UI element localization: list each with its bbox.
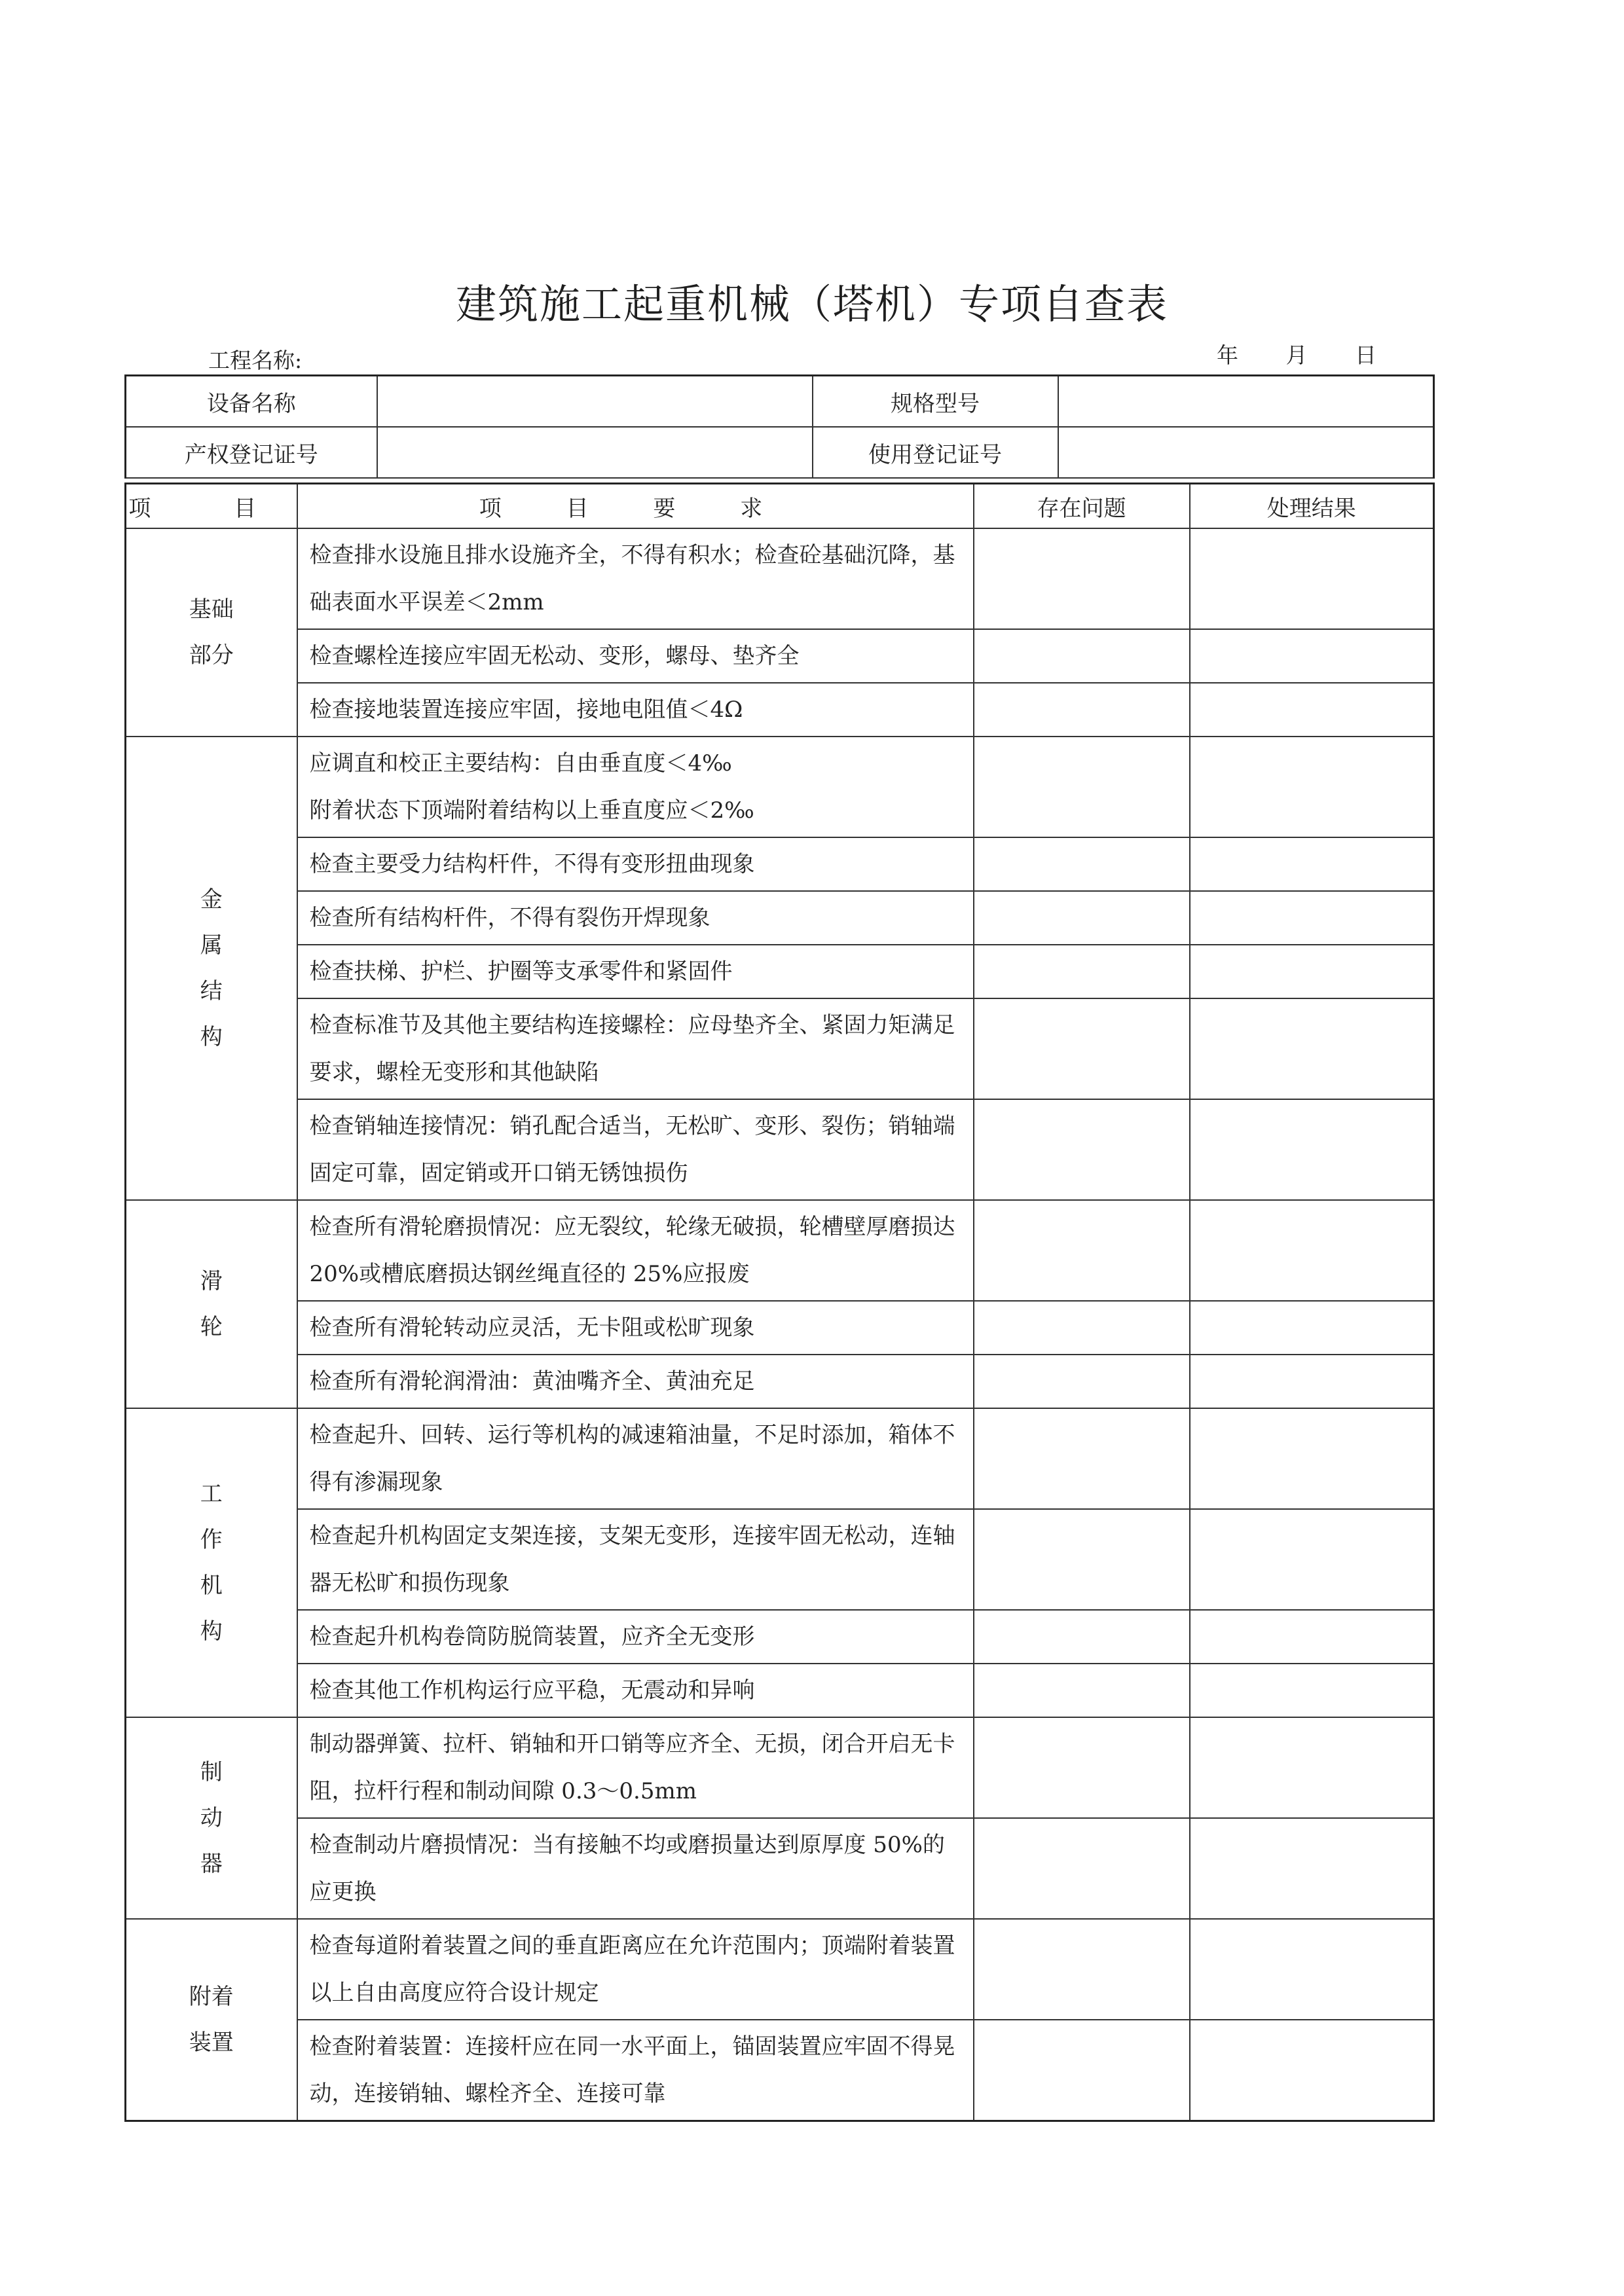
category-cell: 滑 轮 bbox=[126, 1200, 297, 1408]
table-row bbox=[126, 1664, 1434, 1717]
date-month: 月 bbox=[1285, 342, 1308, 368]
requirement-cell: 制动器弹簧、拉杆、销轴和开口销等应齐全、无损，闭合开启无卡阻，拉杆行程和制动间隙 0.3～0.5mm bbox=[297, 1717, 974, 1818]
device-name-field[interactable] bbox=[377, 376, 813, 428]
result-cell[interactable] bbox=[1190, 945, 1434, 998]
problem-cell[interactable] bbox=[974, 945, 1190, 998]
table-row bbox=[126, 629, 1434, 683]
requirement-cell: 检查所有滑轮磨损情况：应无裂纹，轮缘无破损，轮槽壁厚磨损达 20%或槽底磨损达钢丝绳直径的 25%应报废 bbox=[297, 1200, 974, 1301]
requirement-cell: 检查标准节及其他主要结构连接螺栓：应母垫齐全、紧固力矩满足要求，螺栓无变形和其他缺陷 bbox=[297, 998, 974, 1099]
inspection-table bbox=[124, 483, 1435, 2122]
project-name-label: 工程名称: bbox=[208, 348, 303, 373]
table-row bbox=[126, 891, 1434, 945]
table-row bbox=[126, 1408, 1434, 1509]
spec-label: 规格型号 bbox=[813, 376, 1058, 428]
table-row bbox=[126, 683, 1434, 737]
header-row bbox=[126, 484, 1434, 529]
requirement-cell: 检查制动片磨损情况：当有接触不均或磨损量达到原厚度 50%的应更换 bbox=[297, 1818, 974, 1919]
table-row bbox=[126, 837, 1434, 891]
result-cell[interactable] bbox=[1190, 1919, 1434, 2020]
spec-field[interactable] bbox=[1058, 376, 1434, 428]
table-row bbox=[126, 1610, 1434, 1664]
result-cell[interactable] bbox=[1190, 837, 1434, 891]
category-cell: 附着 装置 bbox=[126, 1919, 297, 2121]
category-cell: 制 动 器 bbox=[126, 1717, 297, 1919]
result-cell[interactable] bbox=[1190, 528, 1434, 629]
use-cert-field[interactable] bbox=[1058, 427, 1434, 478]
requirement-cell: 检查接地装置连接应牢固，接地电阻值＜4Ω bbox=[297, 683, 974, 737]
use-cert-label: 使用登记证号 bbox=[813, 427, 1058, 478]
result-cell[interactable] bbox=[1190, 998, 1434, 1099]
table-row bbox=[126, 528, 1434, 629]
table-row bbox=[126, 1717, 1434, 1818]
problem-cell[interactable] bbox=[974, 528, 1190, 629]
requirement-cell: 检查所有结构杆件，不得有裂伤开焊现象 bbox=[297, 891, 974, 945]
requirement-cell: 检查销轴连接情况：销孔配合适当，无松旷、变形、裂伤；销轴端固定可靠，固定销或开口销无锈蚀损伤 bbox=[297, 1099, 974, 1200]
result-cell[interactable] bbox=[1190, 1355, 1434, 1408]
requirement-cell: 检查排水设施且排水设施齐全，不得有积水；检查砼基础沉降，基础表面水平误差＜2mm bbox=[297, 528, 974, 629]
table-row bbox=[126, 1355, 1434, 1408]
result-cell[interactable] bbox=[1190, 683, 1434, 737]
table-row bbox=[126, 1200, 1434, 1301]
problem-cell[interactable] bbox=[974, 1509, 1190, 1610]
device-info-table bbox=[124, 374, 1435, 479]
table-row bbox=[126, 998, 1434, 1099]
result-cell[interactable] bbox=[1190, 1610, 1434, 1664]
header-problem: 存在问题 bbox=[974, 484, 1190, 529]
problem-cell[interactable] bbox=[974, 998, 1190, 1099]
table-row bbox=[126, 2020, 1434, 2121]
category-cell: 金 属 结 构 bbox=[126, 737, 297, 1200]
problem-cell[interactable] bbox=[974, 1099, 1190, 1200]
table-row bbox=[126, 737, 1434, 837]
page-title: 建筑施工起重机械（塔机）专项自查表 bbox=[455, 280, 1168, 328]
result-cell[interactable] bbox=[1190, 2020, 1434, 2121]
result-cell[interactable] bbox=[1190, 629, 1434, 683]
result-cell[interactable] bbox=[1190, 1664, 1434, 1717]
requirement-cell: 检查螺栓连接应牢固无松动、变形，螺母、垫齐全 bbox=[297, 629, 974, 683]
requirement-cell: 检查其他工作机构运行应平稳，无震动和异响 bbox=[297, 1664, 974, 1717]
result-cell[interactable] bbox=[1190, 1717, 1434, 1818]
table-row bbox=[126, 1099, 1434, 1200]
requirement-cell: 检查起升机构固定支架连接，支架无变形，连接牢固无松动，连轴器无松旷和损伤现象 bbox=[297, 1509, 974, 1610]
problem-cell[interactable] bbox=[974, 737, 1190, 837]
result-cell[interactable] bbox=[1190, 737, 1434, 837]
date-fields bbox=[1217, 338, 1376, 369]
table-row bbox=[126, 945, 1434, 998]
header-result: 处理结果 bbox=[1190, 484, 1434, 529]
result-cell[interactable] bbox=[1190, 891, 1434, 945]
result-cell[interactable] bbox=[1190, 1818, 1434, 1919]
problem-cell[interactable] bbox=[974, 1355, 1190, 1408]
device-name-label: 设备名称 bbox=[126, 376, 377, 428]
problem-cell[interactable] bbox=[974, 1200, 1190, 1301]
problem-cell[interactable] bbox=[974, 1408, 1190, 1509]
requirement-cell: 检查所有滑轮润滑油：黄油嘴齐全、黄油充足 bbox=[297, 1355, 974, 1408]
problem-cell[interactable] bbox=[974, 2020, 1190, 2121]
property-cert-field[interactable] bbox=[377, 427, 813, 478]
problem-cell[interactable] bbox=[974, 1664, 1190, 1717]
requirement-cell: 应调直和校正主要结构：自由垂直度＜4‰ 附着状态下顶端附着结构以上垂直度应＜2‰ bbox=[297, 737, 974, 837]
result-cell[interactable] bbox=[1190, 1408, 1434, 1509]
problem-cell[interactable] bbox=[974, 1301, 1190, 1355]
result-cell[interactable] bbox=[1190, 1301, 1434, 1355]
problem-cell[interactable] bbox=[974, 1717, 1190, 1818]
date-year: 年 bbox=[1217, 342, 1238, 368]
result-cell[interactable] bbox=[1190, 1509, 1434, 1610]
table-row bbox=[126, 1509, 1434, 1610]
requirement-cell: 检查附着装置：连接杆应在同一水平面上，锚固装置应牢固不得晃动，连接销轴、螺栓齐全、连接可靠 bbox=[297, 2020, 974, 2121]
result-cell[interactable] bbox=[1190, 1099, 1434, 1200]
problem-cell[interactable] bbox=[974, 1818, 1190, 1919]
property-cert-label: 产权登记证号 bbox=[126, 427, 377, 478]
requirement-cell: 检查起升机构卷筒防脱筒装置，应齐全无变形 bbox=[297, 1610, 974, 1664]
requirement-cell: 检查每道附着装置之间的垂直距离应在允许范围内；顶端附着装置以上自由高度应符合设计规定 bbox=[297, 1919, 974, 2020]
problem-cell[interactable] bbox=[974, 891, 1190, 945]
header-item: 项 目 bbox=[126, 484, 297, 529]
header-requirement: 项 目 要 求 bbox=[297, 484, 974, 529]
problem-cell[interactable] bbox=[974, 683, 1190, 737]
requirement-cell: 检查起升、回转、运行等机构的减速箱油量，不足时添加，箱体不得有渗漏现象 bbox=[297, 1408, 974, 1509]
table-row bbox=[126, 1818, 1434, 1919]
problem-cell[interactable] bbox=[974, 1610, 1190, 1664]
problem-cell[interactable] bbox=[974, 629, 1190, 683]
problem-cell[interactable] bbox=[974, 837, 1190, 891]
table-row bbox=[126, 1919, 1434, 2020]
category-cell: 工 作 机 构 bbox=[126, 1408, 297, 1717]
table-row bbox=[126, 1301, 1434, 1355]
result-cell[interactable] bbox=[1190, 1200, 1434, 1301]
requirement-cell: 检查所有滑轮转动应灵活，无卡阻或松旷现象 bbox=[297, 1301, 974, 1355]
requirement-cell: 检查扶梯、护栏、护圈等支承零件和紧固件 bbox=[297, 945, 974, 998]
category-cell: 基础 部分 bbox=[126, 528, 297, 737]
date-day: 日 bbox=[1355, 342, 1376, 368]
problem-cell[interactable] bbox=[974, 1919, 1190, 2020]
requirement-cell: 检查主要受力结构杆件，不得有变形扭曲现象 bbox=[297, 837, 974, 891]
